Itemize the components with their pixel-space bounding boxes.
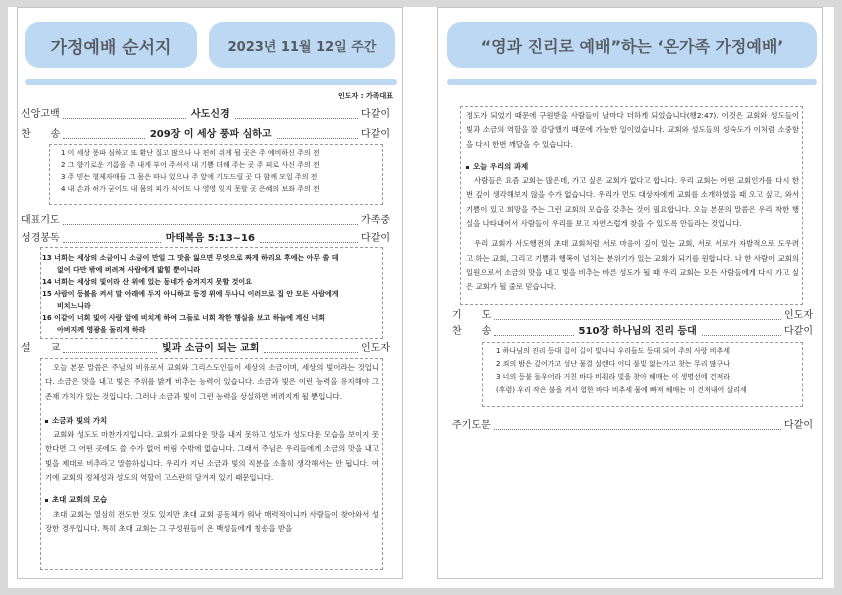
confession-label: 신앙고백 <box>21 109 60 120</box>
confession-row <box>21 109 390 121</box>
sermon-continued-text: 정도가 되었기 때문에 구원받을 사람들이 날마다 더하게 되었습니다(행2:47). 이것은 교회와 성도들이 빛과 소금의 역할을 잘 감당했기 때문에 가능한 일이었습니다. 교회와 성도들의 성숙도가 이처럼 소중함을 다시 한번 깨달을 수 있습니다. <box>466 111 799 149</box>
hymn-verse: 1 하나님의 진리 등대 길이 길이 빛나니 우리들도 등대 되어 주의 사랑 비추세 <box>496 347 731 355</box>
scripture-label: 성경봉독 <box>21 233 60 244</box>
closing-hymn-role: 다같이 <box>784 326 813 337</box>
leader-dots <box>235 118 358 119</box>
hymn-verse: 3 너의 등불 돌우어라 거친 바다 비춰라 빛을 찾아 헤매는 이 생명선에 건져라 <box>496 373 731 381</box>
hymn-verse: (후렴) 우리 작은 불을 켜서 험한 바다 비추세 물에 빠져 헤매는 이 건져내어 살리세 <box>496 386 747 394</box>
sermon-title: 빛과 소금이 되는 교회 <box>161 343 260 354</box>
hymn-verse: 1 이 세상 풍파 심하고 또 환난 질고 많으나 나 편히 쉬게 될 곳은 주 예비하신 주의 전 <box>61 149 320 157</box>
lords-prayer-role: 다같이 <box>784 420 813 431</box>
right-page <box>437 7 823 579</box>
leader-dots <box>63 224 358 225</box>
left-page <box>17 7 403 579</box>
hymn-verse: 3 주 믿는 형제자매들 그 몸은 따나 있으나 주 앞에 기도드릴 곳 다 함께 모일 주의 전 <box>61 173 318 181</box>
closing-prayer-row <box>452 310 813 322</box>
sermon-role: 인도자 <box>361 343 390 354</box>
section-heading: 소금과 빛의 가치 <box>45 414 379 428</box>
confession-role: 다같이 <box>361 109 391 120</box>
scripture-verse: 15 사람이 등불을 켜서 말 아래에 두지 아니하고 등경 위에 두나니 이러므로 집 안 모든 사람에게 <box>42 290 339 298</box>
section-heading: 오늘 우리의 과제 <box>466 160 799 174</box>
week-date: 2023년 11월 12일 주간 <box>227 39 377 55</box>
right-header-bar <box>447 79 817 85</box>
sermon-body <box>45 361 379 569</box>
leader-dots <box>63 118 186 119</box>
hymn-verse: 2 죄의 밤은 깊어가고 성난 물결 설렌다 어디 불빛 없는가고 찾는 무리 많구나 <box>496 360 731 368</box>
hymn-verse: 2 그 향기로운 기름을 주 내게 부어 주셔서 내 기쁨 더해 주는 곳 주 피로 사신 주의 전 <box>61 161 320 169</box>
scripture-row <box>21 233 390 245</box>
sermon-section-task: 사람들은 요즘 교회는 많은데, 가고 싶은 교회가 없다고 합니다. 우리 교회는 어떤 교회인가를 다시 한번 깊이 생각해보지 않을 수가 없습니다. 우리가 먼도 대상자에게 교회를 소개하였을 때 오고 싶고, 와서 기쁨이 있고 희망을 주는 그런 교회의 모습을 갖추는 것이 필요합니다. 오늘 본문의 말씀은 우리 착한 행실을 나타내어서 사람들이 우리를 보고 자연스럽게 찾을 수 있도록 만들라는 것입니다. <box>466 176 799 229</box>
lords-prayer-row <box>452 420 813 432</box>
leader-dots <box>264 352 358 353</box>
scripture-verse: 13 너희는 세상의 소금이니 소금이 만일 그 맛을 잃으면 무엇으로 짜게 하리요 후에는 아무 쓸 데 <box>42 254 339 262</box>
scripture-verse: 14 너희는 세상의 빛이라 산 위에 있는 동네가 숨겨지지 못할 것이요 <box>42 278 252 286</box>
left-title-pill <box>25 22 197 68</box>
sermon-row <box>21 343 390 355</box>
closing-hymn-row <box>452 326 813 338</box>
hymn-row <box>21 129 390 141</box>
prayer-label: 대표기도 <box>21 215 60 226</box>
closing-hymn-label: 찬 송 <box>452 326 492 337</box>
leader-dots <box>260 242 358 243</box>
bullet-square-icon <box>45 420 48 423</box>
scripture-reference: 마태복음 5:13~16 <box>165 233 255 244</box>
leader-dots <box>494 429 781 430</box>
worship-theme-title: “영과 진리로 예배”하는 ‘온가족 가정예배’ <box>480 36 784 56</box>
order-sheet-title: 가정예배 순서지 <box>50 37 172 58</box>
left-header-bar <box>25 79 397 85</box>
section-heading: 초대 교회의 모습 <box>45 493 379 507</box>
date-pill <box>209 22 395 68</box>
bullet-square-icon <box>45 499 48 502</box>
leader-dots <box>494 319 781 320</box>
hymn-verse: 4 내 손과 허가 굳어도 내 몸의 피가 식어도 나 영영 잊지 못할 곳 은혜의 보좌 주의 전 <box>61 185 320 193</box>
sermon-label: 설 교 <box>21 343 61 354</box>
scripture-verse: 비치느니라 <box>57 302 91 310</box>
bullet-square-icon <box>466 166 469 169</box>
prayer-row <box>21 215 390 227</box>
closing-hymn-title: 510장 하나님의 진리 등대 <box>578 326 697 337</box>
leader-label: 인도자 : 가족대표 <box>337 92 393 100</box>
closing-prayer-label: 기 도 <box>452 310 492 321</box>
hymn-label: 찬 송 <box>21 129 61 140</box>
lords-prayer-label: 주기도문 <box>452 420 491 431</box>
hymn-title: 209장 이 세상 풍파 심하고 <box>149 129 272 140</box>
leader-dots <box>494 335 573 336</box>
leader-dots <box>277 138 358 139</box>
sermon-intro: 오늘 본문 말씀은 주님의 비유로서 교회와 그리스도인들이 세상의 소금이며, 세상의 빛이라는 것입니다. 소금은 맛을 내고 빛은 주위를 밝게 비추는 능력이 있습니다. 소금과 빛은 이런 능력을 유지해야 그 존재 가치가 있는 것입니다. 그러나 소금과 빛이 그런 능력을 상실하면 버려지게 될 뿐입니다. <box>45 363 379 401</box>
sermon-section-early-church: 초대 교회는 열심히 전도한 것도 있지만 초대 교회 공동체가 워낙 매력적이니까 사람들이 찾아와서 성장한 경우입니다. 특히 초대 교회는 그 구성원들이 온 백성들에게 칭송을 받을 <box>45 509 379 533</box>
sermon-closing: 우리 교회가 사도행전의 초대 교회처럼 서로 마음이 깊이 있는 교회, 서로 서로가 자발적으로 도우려고 하는 교회, 그리고 기쁨과 행복이 넘치는 분위기가 있는 교회가 되기를 원합니다. 나 한 사람이 교회의 일원으로서 소금의 맛을 내고 빛을 비추는 바른 성도가 될 때 우리 교회는 모든 사람들에게 다시 가고 싶은 교회가 될 줄로 믿습니다. <box>466 239 799 292</box>
closing-prayer-role: 인도자 <box>784 310 813 321</box>
scripture-verse: 없어 다만 밖에 버려져 사람에게 밟힐 뿐이니라 <box>57 266 201 274</box>
scripture-verse: 아버지께 영광을 돌리게 하라 <box>57 326 146 334</box>
leader-dots <box>702 335 781 336</box>
confession-title: 사도신경 <box>191 109 230 120</box>
scripture-role: 다같이 <box>361 233 391 244</box>
leader-dots <box>63 242 161 243</box>
leader-dots <box>63 352 157 353</box>
sermon-continued-body <box>466 109 799 303</box>
prayer-role: 가족중 <box>361 215 390 226</box>
scripture-verse: 16 이같이 너희 빛이 사람 앞에 비치게 하여 그들로 너희 착한 행실을 보고 하늘에 계신 너희 <box>42 314 325 322</box>
sermon-section-value: 교회와 성도도 마찬가지입니다. 교회가 교회다운 맛을 내지 못하고 성도가 성도다운 모습을 보이지 못한다면 그 어떤 곳에도 쓸 수가 없어 버림 수밖에 없습니다. 그래서 주님은 우리들에게 소금의 맛을 내고 빛을 제대로 비추라고 말씀하십니다. 우리가 지닌 소금과 빛의 직분을 소홀히 생각해서는 안 됩니다. 여기에 교회의 정체성과 성도의 역할이 고스란히 담겨져 있기 때문입니다. <box>45 430 379 483</box>
hymn-role: 다같이 <box>361 129 391 140</box>
leader-dots <box>63 138 144 139</box>
right-title-pill <box>447 22 817 68</box>
